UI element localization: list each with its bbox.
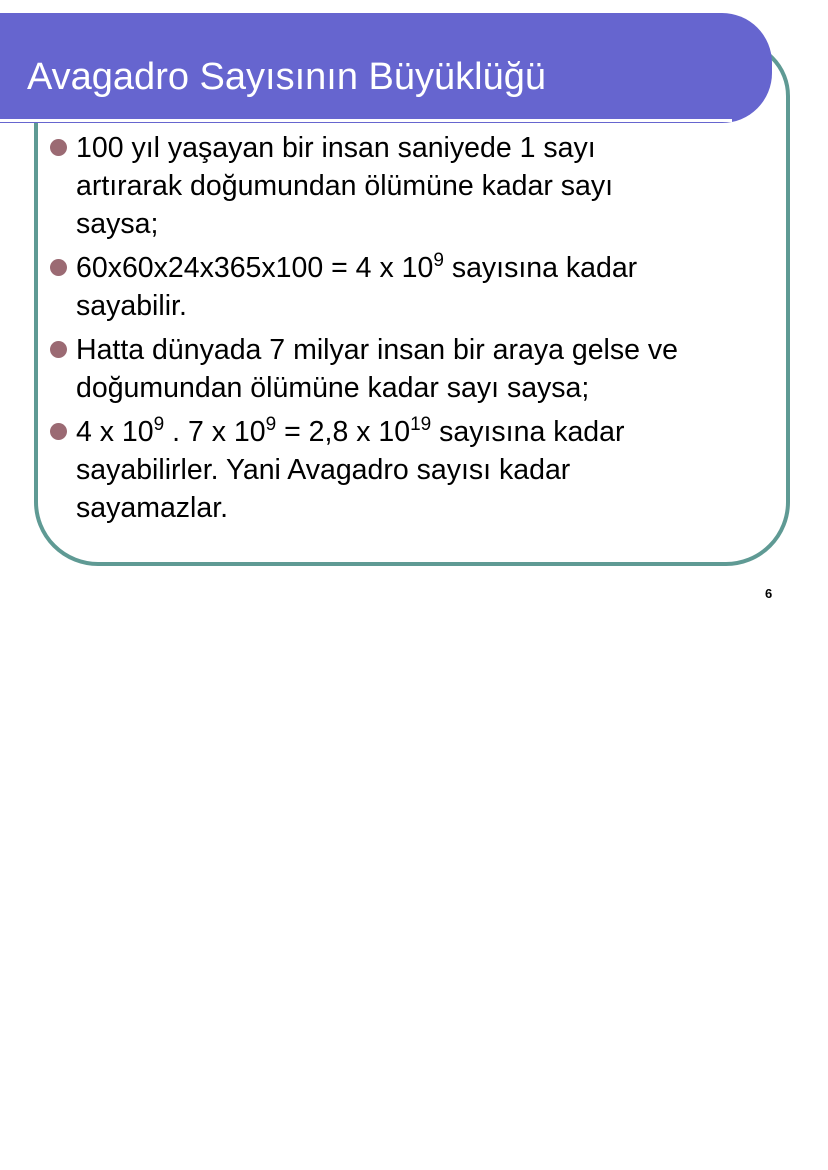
bullet-4-exponent-3: 19 xyxy=(410,414,432,435)
bullet-4-part-1: 4 x 10 xyxy=(76,416,154,448)
title-underline xyxy=(0,119,732,122)
bullet-2-exponent: 9 xyxy=(433,250,444,271)
bullet-item-1 xyxy=(48,129,768,243)
bullet-dot-icon xyxy=(50,423,67,440)
bullet-1-line-2: artırarak doğumundan ölümüne kadar sayı xyxy=(76,170,614,202)
bullet-1-line-1: 100 yıl yaşayan bir insan saniyede 1 sayı xyxy=(76,132,596,164)
bullet-dot-icon xyxy=(50,341,67,358)
bullet-dot-icon xyxy=(50,259,67,276)
bullet-list xyxy=(48,129,768,533)
bullet-item-3 xyxy=(48,331,768,407)
bullet-1-line-3: saysa; xyxy=(76,208,159,240)
bullet-2-suffix: sayısına kadar xyxy=(443,252,638,284)
bullet-2-formula: 60x60x24x365x100 = 4 x 10 xyxy=(76,252,434,284)
slide-title: Avagadro Sayısının Büyüklüğü xyxy=(27,56,546,98)
bullet-item-2 xyxy=(48,249,768,325)
bullet-4-part-3: = 2,8 x 10 xyxy=(276,416,411,448)
bullet-4-part-2: . 7 x 10 xyxy=(164,416,266,448)
page-number: 6 xyxy=(765,586,773,601)
bullet-item-4 xyxy=(48,413,768,527)
bullet-4-exponent-2: 9 xyxy=(265,414,277,435)
bullet-3-line-2: doğumundan ölümüne kadar sayı saysa; xyxy=(76,372,590,404)
bullet-4-line-2: sayabilirler. Yani Avagadro sayısı kadar xyxy=(76,454,571,486)
bullet-4-part-4: sayısına kadar xyxy=(431,416,625,448)
bullet-4-line-3: sayamazlar. xyxy=(76,492,229,524)
bullet-3-line-1: Hatta dünyada 7 milyar insan bir araya gelse ve xyxy=(76,334,678,366)
bullet-4-exponent-1: 9 xyxy=(153,414,165,435)
bullet-2-line-2: sayabilir. xyxy=(76,290,187,322)
bullet-dot-icon xyxy=(50,139,67,156)
title-bar xyxy=(0,13,772,123)
